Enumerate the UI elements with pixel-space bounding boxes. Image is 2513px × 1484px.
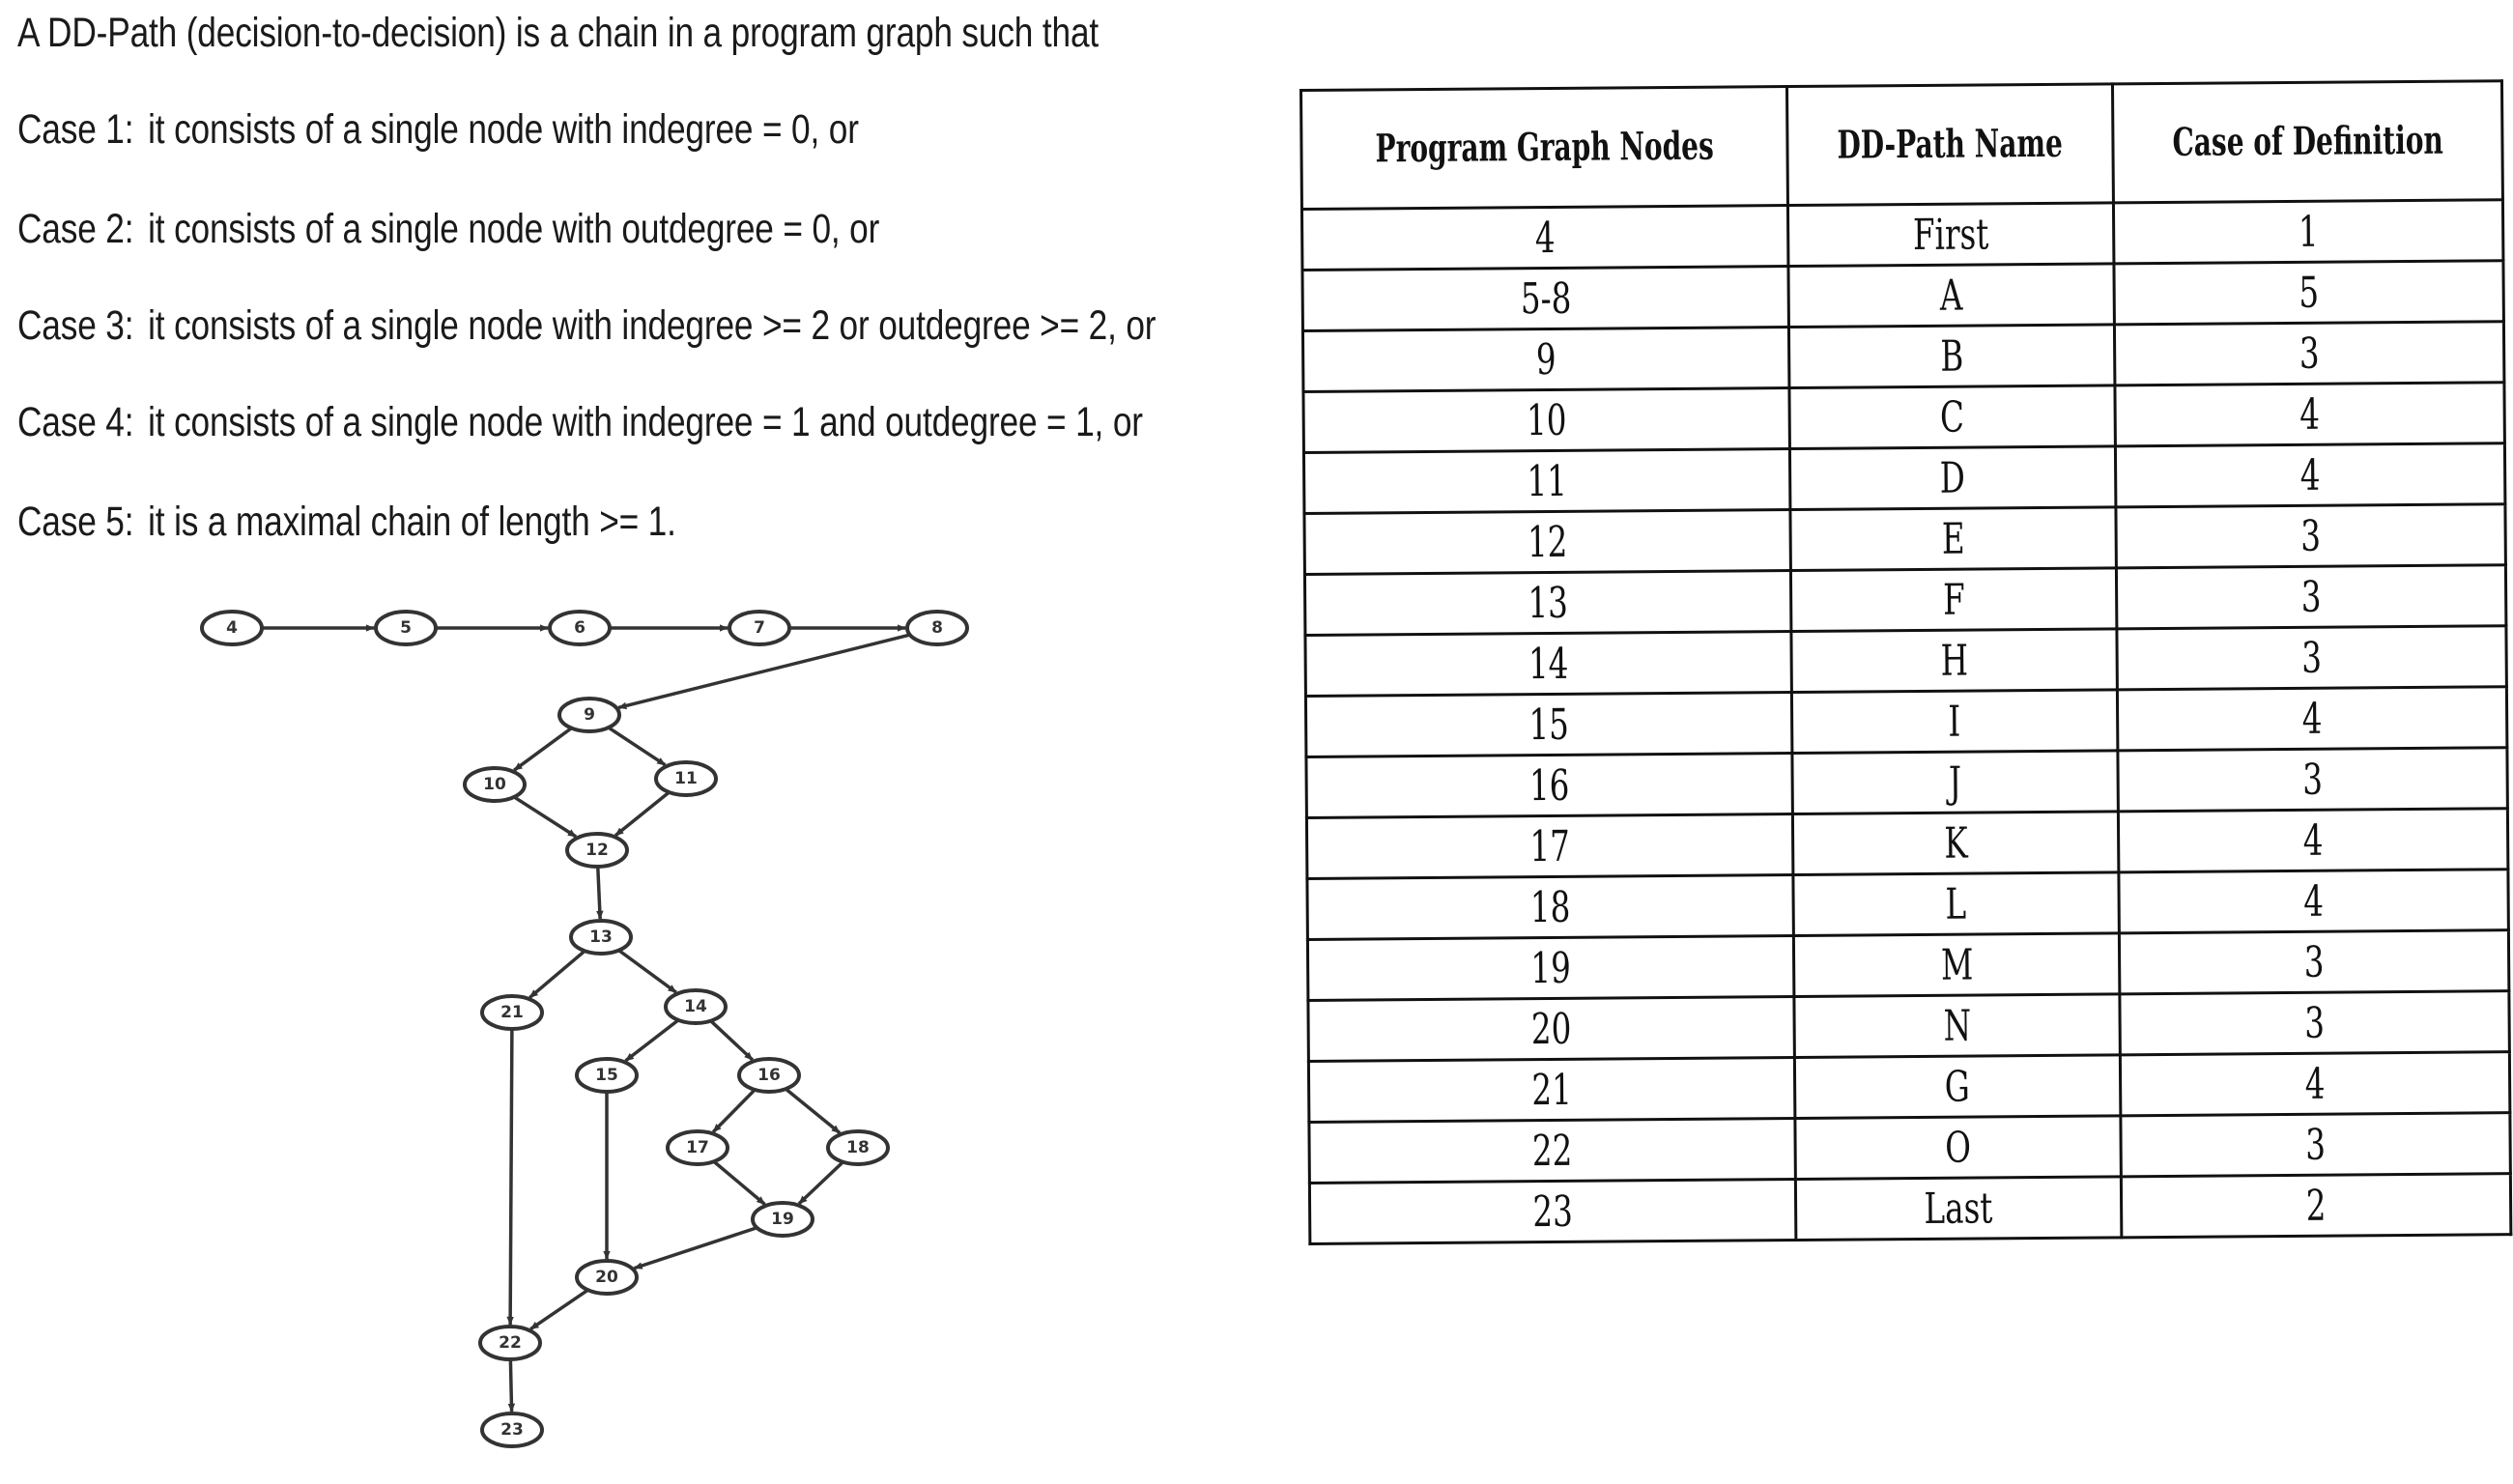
cell-case-of-definition: 4 <box>2117 687 2507 751</box>
cell-program-graph-nodes: 19 <box>1307 936 1794 1001</box>
cell-dd-path-name: D <box>1790 446 2116 510</box>
cell-dd-path-name: I <box>1792 690 2118 754</box>
graph-node-5 <box>376 612 436 644</box>
graph-node-13 <box>571 921 631 954</box>
cell-dd-path-name: H <box>1791 629 2117 693</box>
cell-dd-path-name: M <box>1794 933 2120 997</box>
edge-9-to-10 <box>514 728 571 771</box>
graph-node-19 <box>753 1203 813 1236</box>
cell-program-graph-nodes: 10 <box>1303 388 1790 453</box>
graph-node-12 <box>567 834 627 867</box>
edge-14-to-15 <box>626 1020 679 1061</box>
edge-14-to-16 <box>711 1021 753 1060</box>
cell-dd-path-name: G <box>1795 1055 2121 1119</box>
graph-node-label: 21 <box>500 1003 524 1022</box>
cell-dd-path-name: First <box>1788 203 2114 267</box>
case-2-label: Case 2: <box>17 206 134 252</box>
cell-program-graph-nodes: 4 <box>1301 206 1788 271</box>
graph-node-label: 23 <box>500 1420 524 1440</box>
graph-node-label: 4 <box>226 618 238 638</box>
table-row <box>1308 1052 2510 1123</box>
cell-case-of-definition: 5 <box>2114 261 2504 325</box>
cell-case-of-definition: 3 <box>2117 626 2507 690</box>
cell-program-graph-nodes: 9 <box>1302 328 1789 392</box>
graph-node-label: 16 <box>757 1066 781 1085</box>
cell-program-graph-nodes: 18 <box>1307 875 1794 940</box>
cell-program-graph-nodes: 16 <box>1306 754 1793 818</box>
case-5-text: it is a maximal chain of length >= 1. <box>148 499 676 545</box>
header-dd-path-name: DD-Path Name <box>1787 84 2113 206</box>
edge-10-to-12 <box>514 797 576 837</box>
cell-program-graph-nodes: 22 <box>1309 1119 1796 1184</box>
table-row <box>1306 809 2508 879</box>
edge-13-to-14 <box>619 951 676 993</box>
graph-node-21 <box>482 996 542 1029</box>
graph-node-label: 7 <box>754 618 765 638</box>
intro-line: A DD-Path (decision-to-decision) is a chain in a program graph such that <box>17 10 1099 56</box>
graph-node-4 <box>202 612 262 644</box>
graph-node-14 <box>666 990 726 1023</box>
graph-node-20 <box>577 1261 637 1294</box>
program-graph <box>0 0 1063 1484</box>
header-program-graph-nodes: Program Graph Nodes <box>1301 87 1788 210</box>
table-row <box>1309 1174 2511 1244</box>
table-row <box>1304 565 2506 636</box>
graph-node-label: 11 <box>674 769 698 788</box>
graph-node-label: 14 <box>684 997 707 1016</box>
case-5-label: Case 5: <box>17 499 134 545</box>
table-row <box>1302 322 2504 392</box>
edge-20-to-22 <box>530 1290 587 1328</box>
cell-case-of-definition: 4 <box>2115 443 2505 507</box>
graph-node-label: 13 <box>589 928 613 947</box>
cell-case-of-definition: 3 <box>2116 504 2506 568</box>
table-row <box>1304 504 2506 575</box>
graph-node-label: 10 <box>483 775 506 794</box>
graph-node-8 <box>907 612 967 644</box>
table-row <box>1303 383 2505 453</box>
table-row <box>1303 443 2505 514</box>
cell-program-graph-nodes: 23 <box>1309 1180 1796 1244</box>
graph-node-label: 5 <box>400 618 412 638</box>
cell-program-graph-nodes: 12 <box>1304 510 1791 575</box>
graph-node-label: 18 <box>846 1138 870 1157</box>
graph-node-22 <box>480 1327 540 1359</box>
graph-node-label: 9 <box>584 705 595 725</box>
cell-program-graph-nodes: 11 <box>1303 449 1790 514</box>
case-2-text: it consists of a single node with outdegree = 0, or <box>148 206 880 252</box>
cell-case-of-definition: 3 <box>2116 565 2506 629</box>
case-3-label: Case 3: <box>17 302 134 349</box>
edge-13-to-21 <box>529 951 585 997</box>
cell-case-of-definition: 2 <box>2121 1174 2511 1238</box>
graph-node-label: 15 <box>595 1066 618 1085</box>
edge-18-to-19 <box>799 1162 843 1204</box>
edge-16-to-17 <box>713 1090 755 1132</box>
cell-dd-path-name: B <box>1789 325 2115 388</box>
graph-node-7 <box>729 612 789 644</box>
dd-path-table-container <box>1299 85 2443 1245</box>
cell-case-of-definition: 3 <box>2119 930 2509 994</box>
edge-12-to-13 <box>598 867 600 919</box>
cell-dd-path-name: C <box>1789 385 2115 449</box>
edge-19-to-20 <box>634 1228 757 1269</box>
graph-node-17 <box>668 1131 728 1164</box>
case-1-text: it consists of a single node with indegree = 0, or <box>148 106 859 153</box>
cell-case-of-definition: 3 <box>2118 748 2508 812</box>
cell-program-graph-nodes: 21 <box>1308 1058 1795 1123</box>
cell-dd-path-name: L <box>1793 872 2119 936</box>
edge-21-to-22 <box>510 1029 512 1325</box>
table-row <box>1307 930 2509 1001</box>
graph-node-label: 12 <box>585 841 609 860</box>
graph-node-15 <box>577 1059 637 1092</box>
graph-node-label: 8 <box>931 618 943 638</box>
edge-9-to-11 <box>609 728 666 765</box>
cell-program-graph-nodes: 13 <box>1304 571 1791 636</box>
graph-node-11 <box>656 762 716 795</box>
cell-dd-path-name: K <box>1793 812 2119 875</box>
cell-dd-path-name: J <box>1792 751 2118 814</box>
graph-node-label: 17 <box>686 1138 709 1157</box>
edge-22-to-23 <box>510 1359 511 1412</box>
cell-program-graph-nodes: 15 <box>1305 693 1792 757</box>
cell-dd-path-name: Last <box>1796 1177 2122 1241</box>
cell-case-of-definition: 3 <box>2121 1113 2511 1177</box>
cell-program-graph-nodes: 17 <box>1306 814 1793 879</box>
cell-dd-path-name: O <box>1795 1116 2121 1180</box>
cell-case-of-definition: 4 <box>2119 870 2509 933</box>
graph-node-label: 6 <box>574 618 585 638</box>
table-body <box>1301 200 2511 1244</box>
table-row <box>1305 626 2507 697</box>
case-3-text: it consists of a single node with indegree >= 2 or outdegree >= 2, or <box>148 302 1157 349</box>
graph-node-label: 22 <box>499 1333 522 1353</box>
cell-case-of-definition: 4 <box>2120 1052 2510 1116</box>
cell-case-of-definition: 1 <box>2113 200 2503 264</box>
header-case-of-definition: Case of Definition <box>2112 81 2502 203</box>
table-row <box>1309 1113 2511 1184</box>
graph-node-18 <box>828 1131 888 1164</box>
cell-case-of-definition: 3 <box>2114 322 2504 385</box>
cell-dd-path-name: A <box>1788 264 2114 328</box>
graph-node-6 <box>550 612 610 644</box>
table-row <box>1305 687 2507 757</box>
cell-case-of-definition: 4 <box>2118 809 2508 872</box>
edge-11-to-12 <box>615 792 670 836</box>
edge-17-to-19 <box>714 1161 765 1204</box>
table-row <box>1308 991 2510 1062</box>
cell-case-of-definition: 3 <box>2120 991 2510 1055</box>
graph-node-23 <box>482 1413 542 1446</box>
cell-dd-path-name: N <box>1794 994 2120 1058</box>
case-1-label: Case 1: <box>17 106 134 153</box>
graph-node-10 <box>465 768 525 801</box>
edge-16-to-18 <box>785 1089 840 1133</box>
graph-node-label: 19 <box>771 1210 794 1229</box>
cell-dd-path-name: E <box>1790 507 2116 571</box>
graph-node-label: 20 <box>595 1268 618 1287</box>
cell-program-graph-nodes: 20 <box>1308 997 1795 1062</box>
table-row <box>1306 748 2508 818</box>
table-row <box>1302 261 2504 331</box>
cell-case-of-definition: 4 <box>2115 383 2505 446</box>
graph-node-16 <box>739 1059 799 1092</box>
table-row <box>1307 870 2509 940</box>
table-row <box>1301 200 2503 271</box>
cell-program-graph-nodes: 5-8 <box>1302 267 1789 331</box>
graph-node-9 <box>559 699 619 731</box>
table-header-row <box>1301 81 2503 210</box>
dd-path-table <box>1299 79 2513 1245</box>
cell-program-graph-nodes: 14 <box>1305 632 1792 697</box>
cell-dd-path-name: F <box>1791 568 2117 632</box>
case-4-label: Case 4: <box>17 399 134 445</box>
case-4-text: it consists of a single node with indegree = 1 and outdegree = 1, or <box>148 399 1143 445</box>
